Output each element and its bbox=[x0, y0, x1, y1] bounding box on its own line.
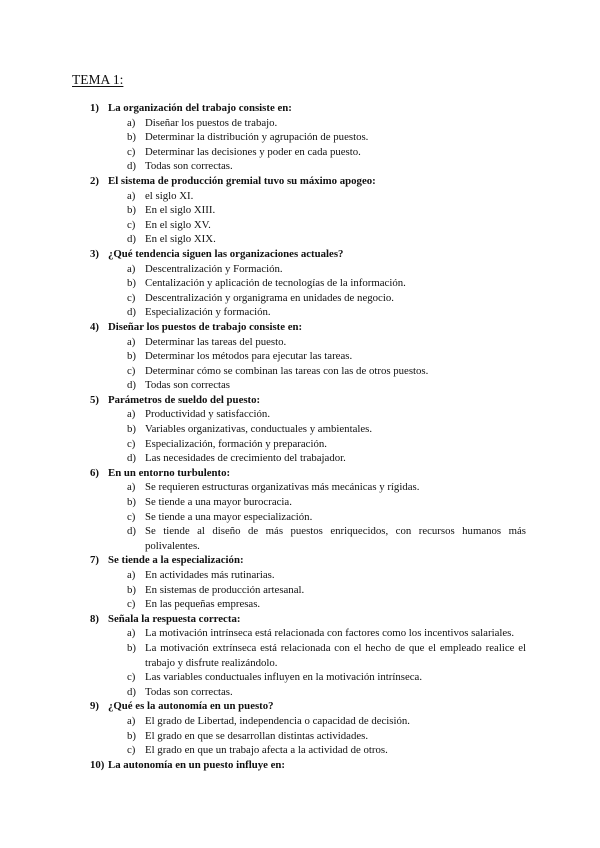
option-letter: b) bbox=[127, 277, 136, 290]
question-text: En un entorno turbulento: bbox=[108, 466, 231, 479]
option-letter: b) bbox=[127, 131, 136, 144]
option-letter: a) bbox=[127, 262, 136, 275]
question-text: ¿Qué tendencia siguen las organizaciones actuales? bbox=[108, 247, 344, 260]
answer-option bbox=[0, 626, 600, 641]
option-letter: c) bbox=[127, 671, 136, 684]
option-letter: a) bbox=[127, 627, 136, 640]
option-text: Descentralización y Formación. bbox=[145, 262, 283, 275]
question-number: 4) bbox=[90, 320, 99, 333]
option-letter: b) bbox=[127, 729, 136, 742]
question-heading bbox=[0, 758, 600, 773]
option-text: Las variables conductuales influyen en la motivación intrínseca. bbox=[145, 671, 423, 684]
answer-option bbox=[0, 305, 600, 320]
question-text: Parámetros de sueldo del puesto: bbox=[108, 393, 261, 406]
question-text: Diseñar los puestos de trabajo consiste en: bbox=[108, 320, 303, 333]
answer-option bbox=[0, 349, 600, 364]
answer-option bbox=[0, 729, 600, 744]
answer-option bbox=[0, 364, 600, 379]
option-text: Las necesidades de crecimiento del trabajador. bbox=[145, 452, 346, 465]
option-letter: c) bbox=[127, 145, 136, 158]
option-letter: a) bbox=[127, 335, 136, 348]
question-heading bbox=[0, 466, 600, 481]
option-letter: d) bbox=[127, 233, 136, 246]
option-text: Especialización y formación. bbox=[145, 306, 271, 319]
option-letter: b) bbox=[127, 583, 136, 596]
option-text: En el siglo XV. bbox=[145, 218, 211, 231]
option-text: En el siglo XIII. bbox=[145, 204, 216, 217]
answer-option bbox=[0, 130, 600, 145]
option-letter: a) bbox=[127, 481, 136, 494]
option-text: El grado en que se desarrollan distintas actividades. bbox=[145, 729, 369, 742]
option-letter: c) bbox=[127, 510, 136, 523]
question-number: 1) bbox=[90, 102, 99, 114]
option-letter: d) bbox=[127, 379, 136, 392]
question-text: Señala la respuesta correcta: bbox=[108, 612, 241, 625]
answer-option bbox=[0, 262, 600, 277]
answer-option bbox=[0, 232, 600, 247]
answer-option bbox=[0, 422, 600, 437]
answer-option bbox=[0, 714, 600, 729]
answer-option bbox=[0, 597, 600, 612]
answer-option bbox=[0, 116, 600, 131]
answer-option bbox=[0, 510, 600, 525]
option-letter: c) bbox=[127, 598, 136, 611]
question-list bbox=[0, 101, 600, 772]
option-letter: b) bbox=[127, 204, 136, 217]
option-text: Determinar cómo se combinan las tareas con las de otros puestos. bbox=[145, 364, 429, 377]
question-8 bbox=[0, 612, 600, 700]
option-text: La motivación extrínseca está relacionada con el hecho de que el empleado realice el trabajo y disfrute realizándolo. bbox=[145, 641, 526, 669]
option-letter: c) bbox=[127, 744, 136, 757]
question-heading bbox=[0, 393, 600, 408]
option-text: Determinar los métodos para ejecutar las tareas. bbox=[145, 350, 353, 363]
option-text: La motivación intrínseca está relacionada con factores como los incentivos salariales. bbox=[145, 627, 515, 640]
answer-option bbox=[0, 568, 600, 583]
answer-option bbox=[0, 203, 600, 218]
question-text: Se tiende a la especialización: bbox=[108, 554, 244, 567]
question-9 bbox=[0, 699, 600, 757]
option-text: En el siglo XIX. bbox=[145, 233, 216, 246]
option-text: el siglo XI. bbox=[145, 189, 194, 202]
answer-option bbox=[0, 480, 600, 495]
option-letter: d) bbox=[127, 160, 136, 173]
option-text: Determinar las tareas del puesto. bbox=[145, 335, 287, 348]
option-text: Especialización, formación y preparación. bbox=[145, 437, 327, 450]
section-title: TEMA 1: bbox=[72, 72, 124, 87]
answer-option bbox=[0, 291, 600, 306]
question-number: 10) bbox=[90, 758, 105, 771]
option-text: El grado de Libertad, independencia o capacidad de decisión. bbox=[145, 714, 411, 727]
option-text: El grado en que un trabajo afecta a la actividad de otros. bbox=[145, 744, 388, 757]
option-letter: a) bbox=[127, 408, 136, 421]
question-10 bbox=[0, 758, 600, 773]
option-letter: c) bbox=[127, 364, 136, 377]
question-number: 7) bbox=[90, 554, 99, 567]
answer-option bbox=[0, 145, 600, 160]
question-number: 5) bbox=[90, 393, 99, 406]
option-text: Se requieren estructuras organizativas más mecánicas y rígidas. bbox=[145, 481, 420, 494]
option-text: En actividades más rutinarias. bbox=[145, 569, 275, 581]
option-letter: c) bbox=[127, 437, 136, 450]
question-text: ¿Qué es la autonomía en un puesto? bbox=[108, 700, 274, 713]
answer-option bbox=[0, 451, 600, 466]
question-text: El sistema de producción gremial tuvo su máximo apogeo: bbox=[108, 174, 376, 187]
question-number: 3) bbox=[90, 247, 99, 260]
question-2 bbox=[0, 174, 600, 247]
answer-option bbox=[0, 524, 600, 553]
option-text: Diseñar los puestos de trabajo. bbox=[145, 116, 278, 129]
question-heading bbox=[0, 612, 600, 627]
option-letter: d) bbox=[127, 525, 136, 538]
question-text: La autonomía en un puesto influye en: bbox=[108, 758, 285, 771]
answer-option bbox=[0, 335, 600, 350]
option-text: Todas son correctas bbox=[145, 379, 230, 392]
option-letter: a) bbox=[127, 714, 136, 727]
option-text: Todas son correctas. bbox=[145, 160, 233, 173]
option-letter: b) bbox=[127, 350, 136, 363]
question-number: 8) bbox=[90, 612, 99, 625]
option-letter: b) bbox=[127, 423, 136, 436]
question-3 bbox=[0, 247, 600, 320]
option-text: Productividad y satisfacción. bbox=[145, 408, 271, 421]
option-text: Todas son correctas. bbox=[145, 685, 233, 698]
answer-option bbox=[0, 378, 600, 393]
answer-option bbox=[0, 189, 600, 204]
option-text: Determinar las decisiones y poder en cada puesto. bbox=[145, 145, 361, 158]
answer-option bbox=[0, 641, 600, 670]
question-5 bbox=[0, 393, 600, 466]
question-6 bbox=[0, 466, 600, 554]
answer-option bbox=[0, 218, 600, 233]
option-text: Determinar la distribución y agrupación de puestos. bbox=[145, 131, 369, 144]
option-text: En sistemas de producción artesanal. bbox=[145, 583, 305, 596]
option-letter: a) bbox=[127, 189, 136, 202]
option-letter: b) bbox=[127, 496, 136, 509]
question-1 bbox=[0, 101, 600, 174]
question-4 bbox=[0, 320, 600, 393]
question-heading bbox=[0, 101, 600, 116]
option-text: Centalización y aplicación de tecnologías de la información. bbox=[145, 277, 406, 290]
option-text: Se tiende a una mayor especialización. bbox=[145, 510, 313, 523]
option-text: En las pequeñas empresas. bbox=[145, 598, 261, 611]
answer-option bbox=[0, 743, 600, 758]
answer-option bbox=[0, 583, 600, 598]
question-number: 2) bbox=[90, 174, 99, 187]
answer-option bbox=[0, 495, 600, 510]
question-number: 6) bbox=[90, 466, 99, 479]
option-letter: d) bbox=[127, 685, 136, 698]
option-letter: c) bbox=[127, 218, 136, 231]
option-letter: a) bbox=[127, 569, 136, 581]
answer-option bbox=[0, 685, 600, 700]
question-heading bbox=[0, 699, 600, 714]
question-7 bbox=[0, 553, 600, 611]
option-text: Se tiende a una mayor burocracia. bbox=[145, 496, 292, 509]
option-letter: d) bbox=[127, 306, 136, 319]
option-letter: c) bbox=[127, 291, 136, 304]
question-number: 9) bbox=[90, 700, 99, 713]
answer-option bbox=[0, 407, 600, 422]
option-text: Se tiende al diseño de más puestos enriquecidos, con recursos humanos más polivalentes. bbox=[145, 525, 526, 552]
option-letter: a) bbox=[127, 116, 136, 129]
question-heading bbox=[0, 247, 600, 262]
question-text: La organización del trabajo consiste en: bbox=[108, 102, 292, 114]
question-heading bbox=[0, 553, 600, 568]
option-text: Descentralización y organigrama en unidades de negocio. bbox=[145, 291, 394, 304]
answer-option bbox=[0, 437, 600, 452]
option-text: Variables organizativas, conductuales y ambientales. bbox=[145, 423, 373, 436]
option-letter: d) bbox=[127, 452, 136, 465]
answer-option bbox=[0, 276, 600, 291]
option-letter: b) bbox=[127, 641, 136, 654]
question-heading bbox=[0, 320, 600, 335]
answer-option bbox=[0, 159, 600, 174]
answer-option bbox=[0, 670, 600, 685]
question-heading bbox=[0, 174, 600, 189]
